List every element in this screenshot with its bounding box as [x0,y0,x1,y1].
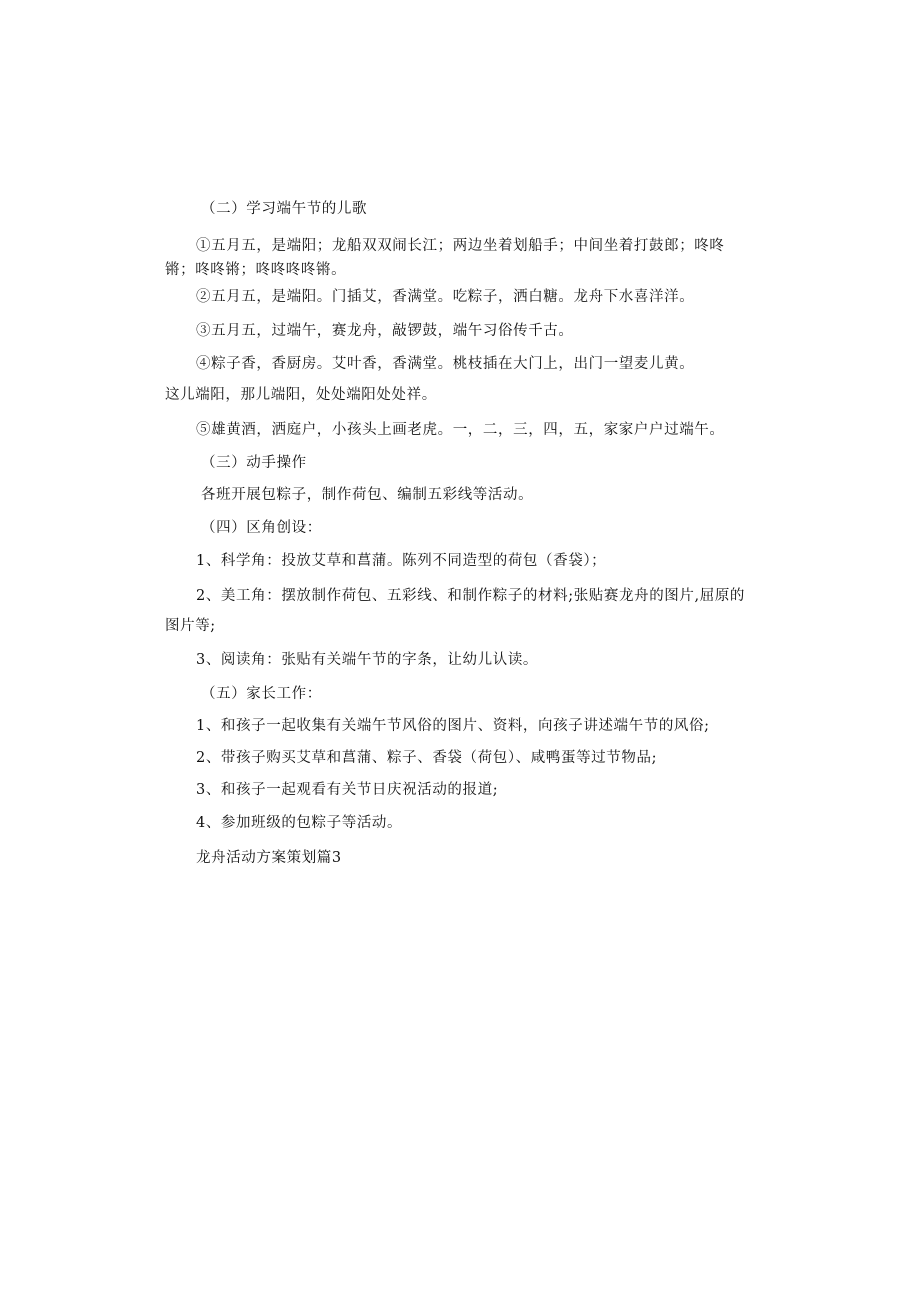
parent-item-3: 3、和孩子一起观看有关节日庆祝活动的报道; [196,782,499,798]
corner-item-2: 2、美工角：摆放制作荷包、五彩线、和制作粽子的材料;张贴赛龙舟的图片,屈原的图片等; [165,588,746,634]
next-article-title: 龙舟活动方案策划篇3 [196,850,342,866]
section-heading-corner: （四）区角创设： [201,520,322,536]
corner-item-3: 3、阅读角：张贴有关端午节的字条，让幼儿认读。 [196,652,539,668]
rhyme-4-line-1: ④粽子香，香厨房。艾叶香，香满堂。桃枝插在大门上，出门一望麦儿黄。 [196,356,695,372]
rhyme-1: ①五月五，是端阳；龙船双双闹长江；两边坐着划船手；中间坐着打鼓郎；咚咚锵；咚咚锵；咚咚咚咚锵。 [165,238,725,278]
section-heading-handson: （三）动手操作 [201,455,307,471]
parent-item-2: 2、带孩子购买艾草和菖蒲、粽子、香袋（荷包）、咸鸭蛋等过节物品; [196,750,658,766]
parent-item-4: 4、参加班级的包粽子等活动。 [196,815,403,831]
parent-item-1: 1、和孩子一起收集有关端午节风俗的图片、资料，向孩子讲述端午节的风俗; [196,718,710,734]
section-heading-parent: （五）家长工作： [201,686,322,702]
handson-text: 各班开展包粽子，制作荷包、编制五彩线等活动。 [201,487,534,503]
rhyme-3: ③五月五，过端午，赛龙舟，敲锣鼓，端午习俗传千古。 [196,323,574,339]
rhyme-5: ⑤雄黄酒，洒庭户，小孩头上画老虎。一，二，三，四，五，家家户户过端午。 [196,422,725,438]
rhyme-2: ②五月五，是端阳。门插艾，香满堂。吃粽子，洒白糖。龙舟下水喜洋洋。 [196,289,695,305]
corner-item-1: 1、科学角：投放艾草和菖蒲。陈列不同造型的荷包（香袋）； [196,553,607,569]
section-heading-rhymes: （二）学习端午节的儿歌 [201,201,368,217]
rhyme-4-line-2: 这儿端阳，那儿端阳，处处端阳处处祥。 [165,387,437,403]
